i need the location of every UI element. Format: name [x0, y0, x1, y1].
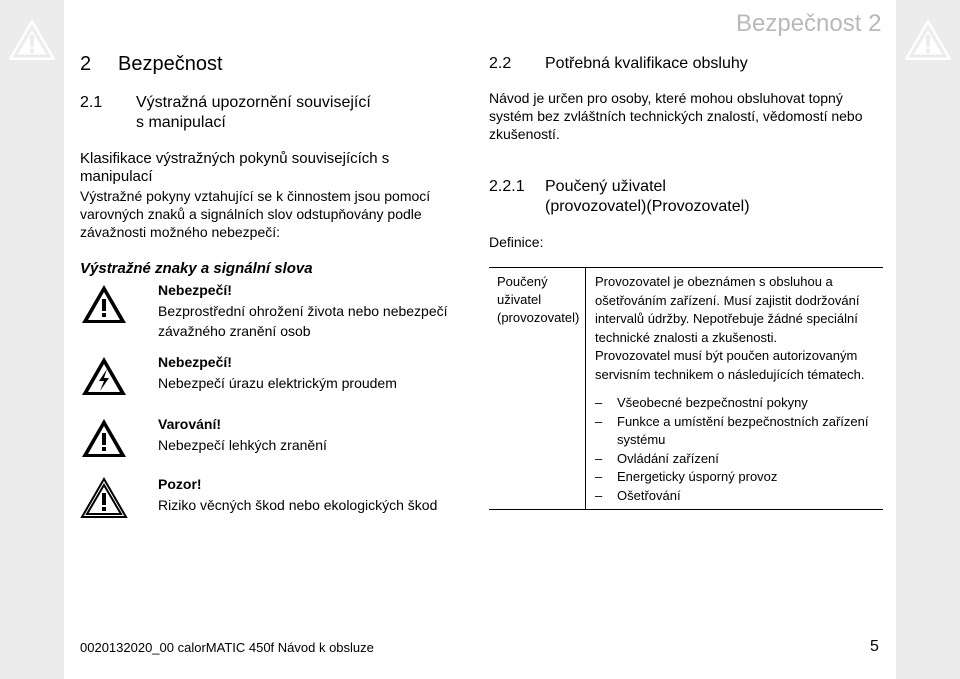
- list-marker: –: [595, 413, 603, 429]
- body-paragraph: Návod je určen pro osoby, které mohou obsluhovat topný systém bez zvláštních technických znalostí, vědomostí nebo zkušeností.: [489, 90, 863, 142]
- list-marker: –: [595, 395, 603, 410]
- subheading-classification: Klasifikace výstražných pokynů souvisejících s manipulací: [80, 150, 390, 185]
- warning-light-injury: [80, 416, 480, 476]
- list-item: [595, 450, 877, 469]
- signs-heading: Výstražné znaky a signální slova: [80, 260, 313, 277]
- section-number: 2.1: [80, 94, 103, 111]
- warning-triangle-icon: [80, 416, 128, 460]
- warning-label: Varování!: [158, 416, 222, 432]
- electric-shock-icon: [80, 354, 128, 398]
- definition-label: Definice:: [489, 234, 544, 250]
- column-divider: [585, 268, 586, 509]
- warning-danger-life: [80, 282, 480, 342]
- warning-label: Nebezpečí!: [158, 282, 232, 298]
- section-title: Výstražná upozornění související s manipulací: [136, 94, 371, 131]
- list-item: [595, 487, 877, 506]
- warning-triangle-icon: [904, 18, 952, 62]
- chapter-title: Bezpečnost: [118, 53, 223, 75]
- section-number: 2.2: [489, 55, 512, 72]
- section-number: 2.2.1: [489, 178, 525, 195]
- section-heading-2-2-1: [489, 177, 889, 219]
- description-paragraph: Provozovatel musí být poučen autorizovaným servisním technikem o následujících tématech.: [595, 348, 865, 382]
- list-item-text: Funkce a umístění bezpečnostních zařízení systému: [617, 413, 869, 447]
- caution-triangle-icon: [80, 476, 128, 520]
- page-number: 5: [870, 638, 879, 655]
- footer-doc-info: 0020132020_00 calorMATIC 450f Návod k obsluze: [80, 640, 374, 655]
- warning-triangle-icon: [80, 282, 128, 326]
- warning-label: Nebezpečí!: [158, 354, 232, 370]
- list-item: [595, 413, 877, 450]
- list-item: [595, 394, 877, 413]
- running-head: Bezpečnost 2: [736, 10, 882, 37]
- section-title: Potřebná kvalifikace obsluhy: [545, 55, 748, 72]
- warning-electric-shock: [80, 354, 480, 414]
- definition-table: [489, 267, 883, 510]
- definition-term: Poučený uživatel (provozovatel): [497, 274, 580, 325]
- right-margin-band: [896, 0, 960, 679]
- list-marker: –: [595, 469, 603, 484]
- section-heading-2-2: [489, 54, 889, 74]
- section-title: Poučený uživatel (provozovatel)(Provozovatel): [545, 178, 750, 215]
- list-item-text: Ošetřování: [617, 487, 681, 503]
- warning-property-damage: [80, 476, 480, 536]
- definition-description: [595, 273, 877, 505]
- topics-list: [595, 394, 877, 505]
- warning-text: Nebezpečí úrazu elektrickým proudem: [158, 375, 397, 391]
- body-paragraph: Výstražné pokyny vztahující se k činnostem jsou pomocí varovných znaků a signálních slov odstupňovány podle závažnosti možného nebezpečí:: [80, 188, 431, 240]
- warning-text: Nebezpečí lehkých zranění: [158, 437, 327, 453]
- left-margin-band: [0, 0, 64, 679]
- list-item-text: Ovládání zařízení: [617, 450, 719, 466]
- description-paragraph: Provozovatel je obeznámen s obsluhou a ošetřováním zařízení. Musí zajistit dodržování intervalů údržby. Nepotřebuje žádné speciální technické znalosti a zkušenosti.: [595, 274, 860, 345]
- list-item: [595, 468, 877, 487]
- warning-text: Riziko věcných škod nebo ekologických škod: [158, 497, 438, 513]
- warning-text: Bezprostřední ohrožení života nebo nebezpečí závažného zranění osob: [158, 303, 448, 339]
- list-item-text: Energeticky úsporný provoz: [617, 469, 778, 484]
- list-item-text: Všeobecné bezpečnostní pokyny: [617, 395, 808, 410]
- chapter-number: 2: [80, 53, 92, 75]
- section-heading-2-1: [80, 93, 480, 135]
- list-marker: –: [595, 487, 603, 503]
- warning-triangle-icon: [8, 18, 56, 62]
- list-marker: –: [595, 450, 603, 466]
- warning-label: Pozor!: [158, 476, 202, 492]
- chapter-heading: [80, 53, 223, 76]
